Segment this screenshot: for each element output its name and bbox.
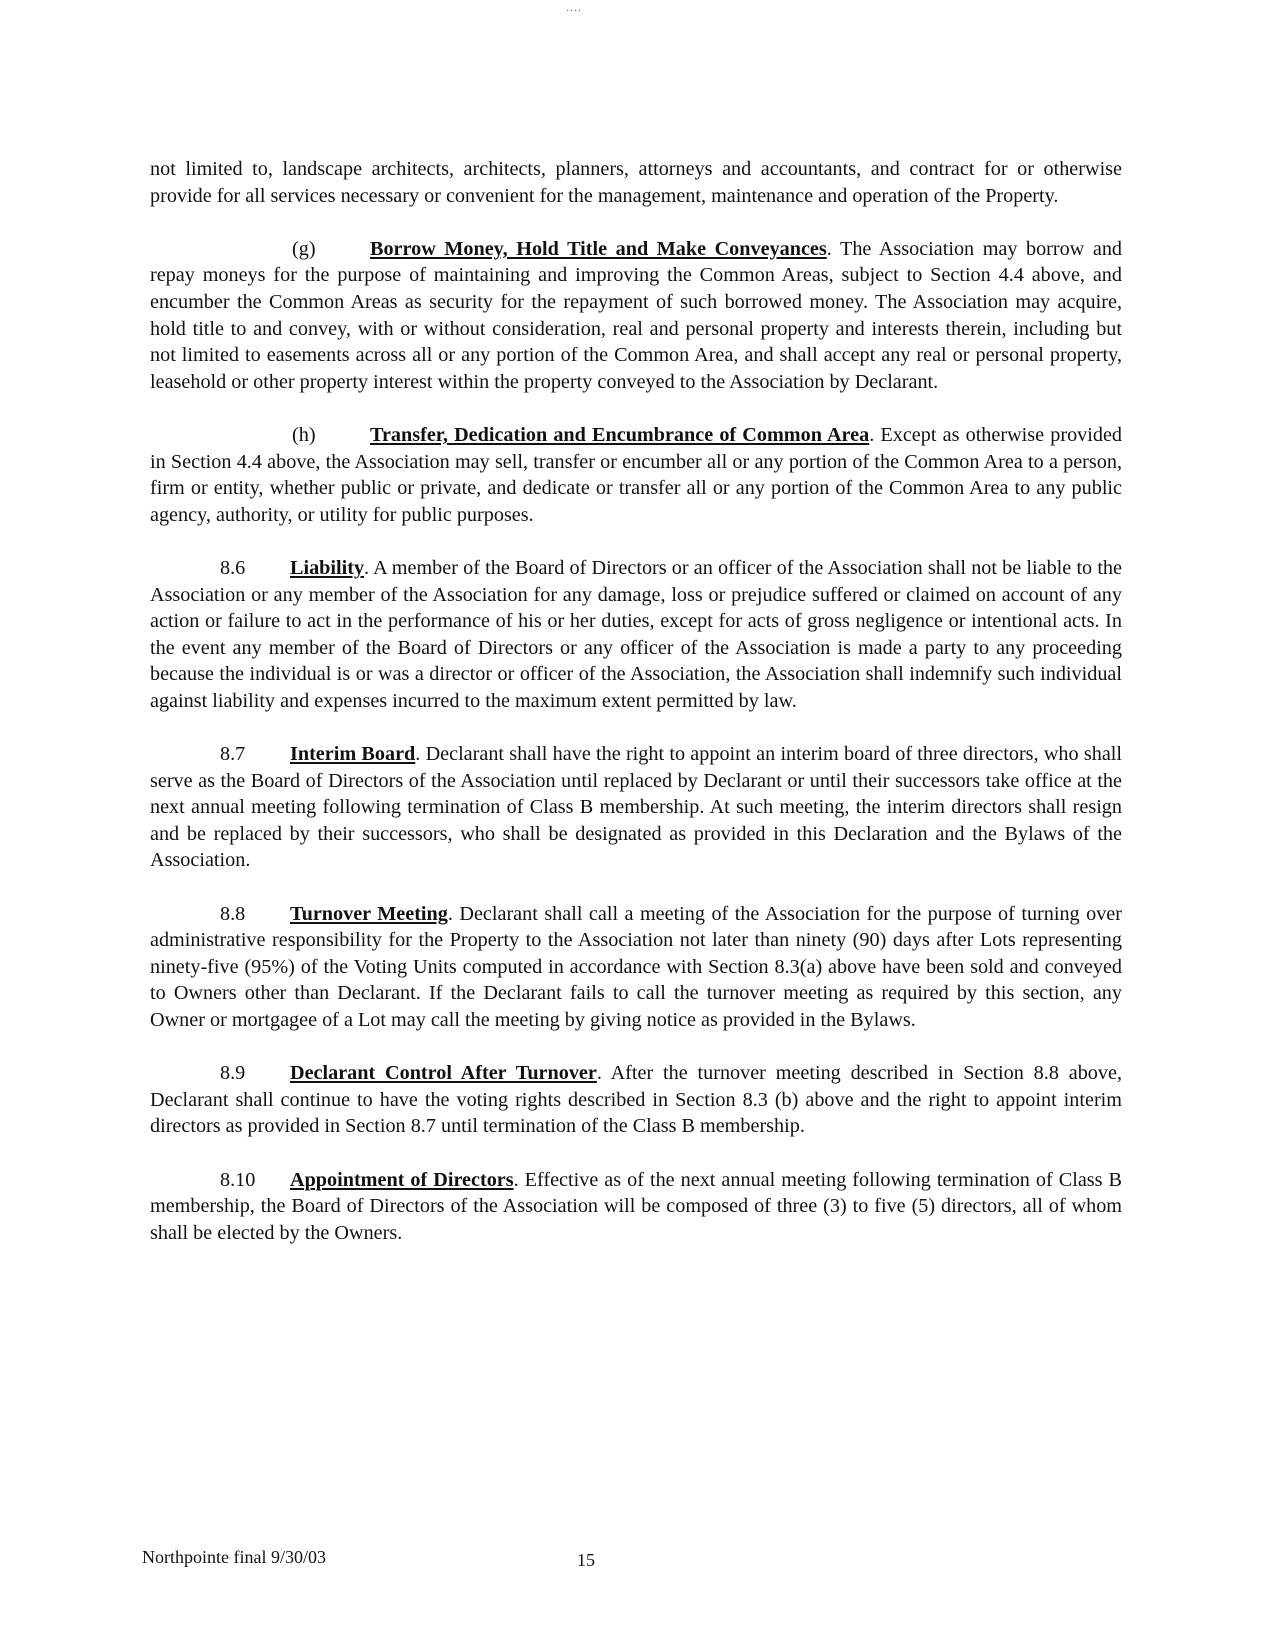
paragraph-text: . The Association may borrow and repay moneys for the purpose of maintaining and improving the Common Areas, subject to Section 4.4 above, and encumber the Common Areas as security for the repayment of such borrowed money. The Association may acquire, hold title to and convey, with or without consideration, real and personal property and interests therein, including but not limited to easements across all or any portion of the Common Area, and shall accept any real or personal property, leasehold or other property interest within the property conveyed to the Association by Declarant.: [150, 237, 1123, 393]
section-number: 8.7: [220, 743, 246, 766]
paragraph-number: (g): [292, 237, 316, 260]
footer-page-number: 15: [577, 1550, 595, 1570]
top-mark: ....: [566, 0, 582, 14]
section-heading: Liability: [290, 556, 365, 579]
section-text: . Declarant shall have the right to appoint an interim board of three directors, who shall serve as the Board of Directors of the Association until replaced by Declarant or until their successors take office at the next annual meeting following termination of Class B membership. At such meeting, the interim directors shall resign and be replaced by their successors, who shall be designated as provided in this Declaration and the Bylaws of the Association.: [150, 743, 1122, 872]
section-number: 8.6: [220, 556, 246, 579]
section-number: 8.9: [220, 1062, 246, 1085]
section-8-6: [150, 555, 1122, 715]
paragraph-g: [150, 236, 1122, 396]
paragraph-heading: Transfer, Dedication and Encumbrance of Common Area: [370, 423, 870, 446]
section-number: 8.8: [220, 902, 246, 925]
section-text: . After the turnover meeting described in Section 8.8 above, Declarant shall continue to have the voting rights described in Section 8.3 (b) above and the right to appoint interim directors as provided in Section 8.7 until termination of the Class B membership.: [150, 1062, 1122, 1138]
section-heading: Interim Board: [290, 743, 416, 766]
paragraph-text: . Except as otherwise provided in Section 4.4 above, the Association may sell, transfer or encumber all or any portion of the Common Area to a person, firm or entity, whether public or private, and dedicate or transfer all or any portion of the Common Area to any public agency, authority, or utility for public purposes.: [150, 423, 1123, 526]
paragraph-continuation: [150, 156, 1122, 209]
section-text: . A member of the Board of Directors or an officer of the Association shall not be liable to the Association or any member of the Association for any damage, loss or prejudice suffered or claimed on account of any action or failure to act in the performance of his or her duties, except for acts of gross negligence or intentional acts. In the event any member of the Board of Directors or any officer of the Association is made a party to any proceeding because the individual is or was a director or officer of the Association, the Association shall indemnify such individual against liability and expenses incurred to the maximum extent permitted by law.: [150, 556, 1122, 712]
section-8-10: [150, 1167, 1122, 1247]
section-heading: Appointment of Directors: [290, 1168, 514, 1191]
paragraph-heading: Borrow Money, Hold Title and Make Conveyances: [370, 237, 827, 260]
section-heading: Turnover Meeting: [290, 902, 448, 925]
section-8-9: [150, 1060, 1122, 1140]
section-8-7: [150, 741, 1122, 874]
section-text: . Declarant shall call a meeting of the Association for the purpose of turning over administrative responsibility for the Property to the Association not later than ninety (90) days after Lots representing ninety-five (95%) of the Voting Units computed in accordance with Section 8.3(a) above have been sold and conveyed to Owners other than Declarant. If the Declarant fails to call the turnover meeting as required by this section, any Owner or mortgagee of a Lot may call the meeting by giving notice as provided in the Bylaws.: [150, 902, 1122, 1031]
section-text: . Effective as of the next annual meeting following termination of Class B membership, the Board of Directors of the Association will be composed of three (3) to five (5) directors, all of whom shall be elected by the Owners.: [150, 1168, 1122, 1244]
paragraph-text: not limited to, landscape architects, architects, planners, attorneys and accountants, and contract for or otherwise provide for all services necessary or convenient for the management, maintenance and operation of the Property.: [150, 158, 1122, 207]
section-heading: Declarant Control After Turnover: [290, 1062, 597, 1085]
paragraph-number: (h): [292, 423, 316, 446]
footer-document-name: Northpointe final 9/30/03: [142, 1547, 326, 1567]
document-body: [150, 156, 1122, 1273]
section-number: 8.10: [220, 1168, 256, 1191]
paragraph-h: [150, 422, 1122, 528]
section-8-8: [150, 901, 1122, 1034]
